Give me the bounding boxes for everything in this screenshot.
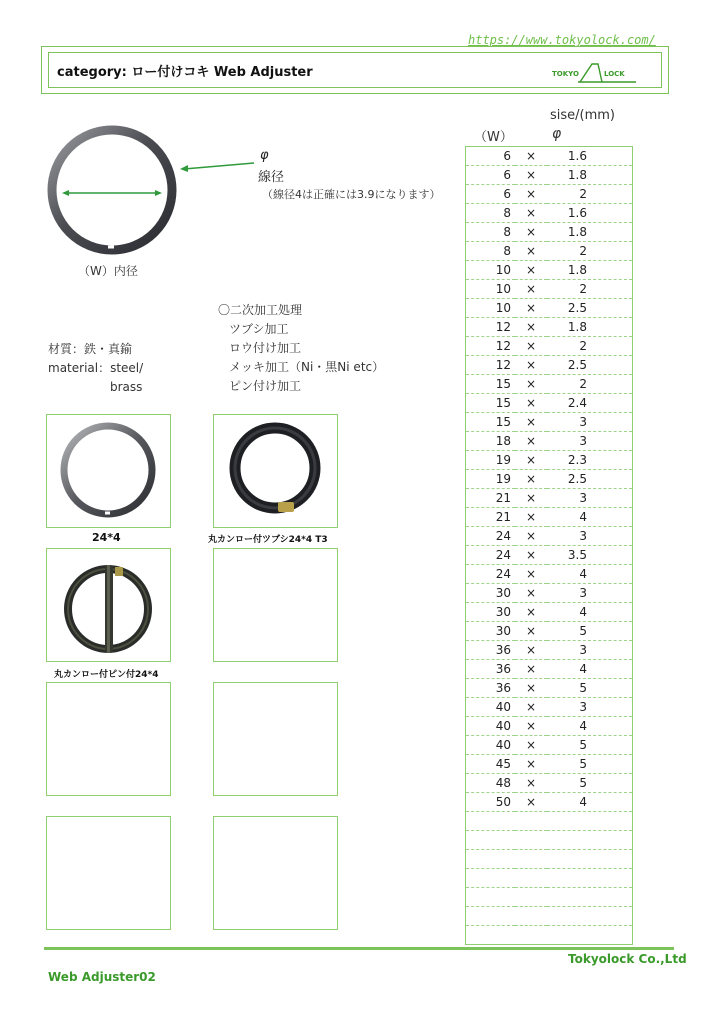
column-header-diameter: φ: [552, 126, 562, 142]
processing-item: ロウ付け加工: [229, 341, 302, 355]
material-en: material：steel/: [48, 361, 144, 375]
ring-product-image: [47, 415, 169, 525]
size-width-cell: 8: [466, 223, 516, 242]
product-box-empty: [46, 682, 171, 796]
size-width-cell: 15: [466, 375, 516, 394]
size-times-cell: ×: [515, 508, 547, 527]
size-times-cell: ×: [515, 223, 547, 242]
material-jp: 材質：鉄・真鍮: [48, 342, 133, 356]
size-diameter-cell: 3: [547, 432, 633, 451]
size-row: [466, 432, 633, 451]
size-diameter-cell: 4: [547, 793, 633, 812]
material-en-cont: brass: [110, 380, 143, 394]
size-row: [466, 603, 633, 622]
size-row: [466, 280, 633, 299]
processing-item: メッキ加工（Ni・黒Ni etc）: [229, 360, 385, 374]
empty-cell: [515, 888, 547, 907]
product-caption: 丸カンロー付ツブシ24*4 T3: [208, 535, 328, 545]
size-row: [466, 774, 633, 793]
size-row: [466, 679, 633, 698]
size-row: [466, 318, 633, 337]
size-times-cell: ×: [515, 356, 547, 375]
size-width-cell: 12: [466, 318, 516, 337]
empty-cell: [547, 888, 633, 907]
size-diameter-cell: 2.5: [547, 356, 633, 375]
size-diameter-cell: 3: [547, 698, 633, 717]
product-caption: 丸カンロー付ピン付24*4: [54, 670, 159, 680]
ring-diagram: [44, 123, 184, 258]
size-row: [466, 736, 633, 755]
size-width-cell: 19: [466, 470, 516, 489]
diameter-symbol: φ: [260, 148, 269, 163]
processing-item: ツブシ加工: [229, 322, 289, 336]
wire-diameter-note: （線径4は正確には3.9になります）: [262, 188, 441, 201]
size-diameter-cell: 5: [547, 622, 633, 641]
size-diameter-cell: 2: [547, 337, 633, 356]
tokyolock-logo: [552, 62, 636, 84]
size-times-cell: ×: [515, 337, 547, 356]
size-diameter-cell: 1.8: [547, 318, 633, 337]
size-times-cell: ×: [515, 660, 547, 679]
size-width-cell: 40: [466, 717, 516, 736]
empty-cell: [547, 926, 633, 945]
size-times-cell: ×: [515, 736, 547, 755]
wire-arrow-icon: [178, 155, 258, 175]
empty-cell: [466, 907, 516, 926]
size-width-cell: 36: [466, 641, 516, 660]
size-row: [466, 356, 633, 375]
size-row: [466, 451, 633, 470]
size-row: [466, 261, 633, 280]
size-width-cell: 15: [466, 394, 516, 413]
size-row-empty: [466, 869, 633, 888]
size-row: [466, 755, 633, 774]
size-row: [466, 204, 633, 223]
size-row: [466, 717, 633, 736]
size-row: [466, 698, 633, 717]
empty-cell: [515, 831, 547, 850]
empty-cell: [466, 888, 516, 907]
size-width-cell: 30: [466, 584, 516, 603]
size-diameter-cell: 4: [547, 565, 633, 584]
size-width-cell: 48: [466, 774, 516, 793]
size-diameter-cell: 2: [547, 280, 633, 299]
size-width-cell: 19: [466, 451, 516, 470]
size-diameter-cell: 3: [547, 641, 633, 660]
product-box-empty: [213, 682, 338, 796]
size-diameter-cell: 3: [547, 527, 633, 546]
size-times-cell: ×: [515, 698, 547, 717]
size-times-cell: ×: [515, 242, 547, 261]
size-diameter-cell: 2.4: [547, 394, 633, 413]
size-width-cell: 12: [466, 356, 516, 375]
empty-cell: [466, 926, 516, 945]
size-row-empty: [466, 850, 633, 869]
size-row: [466, 242, 633, 261]
size-row: [466, 793, 633, 812]
size-row-empty: [466, 888, 633, 907]
size-width-cell: 6: [466, 166, 516, 185]
size-diameter-cell: 1.8: [547, 166, 633, 185]
size-row-empty: [466, 812, 633, 831]
size-row: [466, 394, 633, 413]
size-times-cell: ×: [515, 299, 547, 318]
empty-cell: [466, 869, 516, 888]
pin-ring-product-image: [47, 549, 169, 659]
size-times-cell: ×: [515, 318, 547, 337]
size-times-cell: ×: [515, 641, 547, 660]
size-times-cell: ×: [515, 185, 547, 204]
empty-cell: [515, 812, 547, 831]
size-row: [466, 299, 633, 318]
size-row-empty: [466, 831, 633, 850]
empty-cell: [515, 907, 547, 926]
inner-diameter-label: （W）内径: [78, 264, 138, 278]
size-times-cell: ×: [515, 793, 547, 812]
empty-cell: [547, 850, 633, 869]
size-times-cell: ×: [515, 413, 547, 432]
size-times-cell: ×: [515, 166, 547, 185]
size-diameter-cell: 5: [547, 755, 633, 774]
size-unit-title: sise/(mm): [550, 108, 616, 123]
empty-cell: [466, 850, 516, 869]
size-times-cell: ×: [515, 565, 547, 584]
size-diameter-cell: 5: [547, 774, 633, 793]
size-width-cell: 21: [466, 489, 516, 508]
size-times-cell: ×: [515, 755, 547, 774]
product-box-empty: [46, 816, 171, 930]
size-times-cell: ×: [515, 280, 547, 299]
size-row: [466, 622, 633, 641]
size-row: [466, 527, 633, 546]
size-times-cell: ×: [515, 546, 547, 565]
product-box-empty: [213, 548, 338, 662]
size-diameter-cell: 3: [547, 489, 633, 508]
size-diameter-cell: 2: [547, 242, 633, 261]
size-width-cell: 10: [466, 261, 516, 280]
size-diameter-cell: 1.8: [547, 223, 633, 242]
empty-cell: [515, 926, 547, 945]
size-width-cell: 24: [466, 546, 516, 565]
empty-cell: [547, 812, 633, 831]
empty-cell: [466, 831, 516, 850]
size-row: [466, 470, 633, 489]
size-times-cell: ×: [515, 261, 547, 280]
size-diameter-cell: 1.8: [547, 261, 633, 280]
size-width-cell: 40: [466, 736, 516, 755]
size-times-cell: ×: [515, 470, 547, 489]
size-row: [466, 584, 633, 603]
size-times-cell: ×: [515, 584, 547, 603]
size-width-cell: 12: [466, 337, 516, 356]
processing-title: 〇二次加工処理: [218, 303, 303, 317]
size-diameter-cell: 4: [547, 660, 633, 679]
size-width-cell: 10: [466, 280, 516, 299]
empty-cell: [547, 869, 633, 888]
size-row: [466, 166, 633, 185]
size-diameter-cell: 1.6: [547, 204, 633, 223]
size-times-cell: ×: [515, 432, 547, 451]
size-width-cell: 8: [466, 242, 516, 261]
size-times-cell: ×: [515, 527, 547, 546]
product-box-3: [46, 548, 171, 662]
size-times-cell: ×: [515, 147, 547, 166]
size-diameter-cell: 4: [547, 508, 633, 527]
size-times-cell: ×: [515, 489, 547, 508]
size-row-empty: [466, 926, 633, 945]
size-width-cell: 30: [466, 603, 516, 622]
size-row: [466, 413, 633, 432]
size-times-cell: ×: [515, 204, 547, 223]
document-code: Web Adjuster02: [48, 970, 156, 984]
size-diameter-cell: 5: [547, 679, 633, 698]
processing-item: ピン付け加工: [229, 379, 302, 393]
website-url[interactable]: https://www.tokyolock.com/: [468, 33, 656, 47]
empty-cell: [515, 869, 547, 888]
size-times-cell: ×: [515, 603, 547, 622]
size-width-cell: 36: [466, 660, 516, 679]
processing-list: [229, 320, 384, 396]
empty-cell: [466, 812, 516, 831]
size-width-cell: 50: [466, 793, 516, 812]
size-diameter-cell: 2.3: [547, 451, 633, 470]
size-width-cell: 30: [466, 622, 516, 641]
empty-cell: [515, 850, 547, 869]
size-row: [466, 147, 633, 166]
empty-cell: [547, 831, 633, 850]
size-times-cell: ×: [515, 451, 547, 470]
size-table: [465, 146, 633, 945]
size-diameter-cell: 3.5: [547, 546, 633, 565]
product-box-2: [213, 414, 338, 528]
size-times-cell: ×: [515, 717, 547, 736]
empty-cell: [547, 907, 633, 926]
size-width-cell: 15: [466, 413, 516, 432]
size-width-cell: 21: [466, 508, 516, 527]
size-times-cell: ×: [515, 622, 547, 641]
size-row: [466, 223, 633, 242]
size-diameter-cell: 4: [547, 603, 633, 622]
size-diameter-cell: 4: [547, 717, 633, 736]
product-box-1: [46, 414, 171, 528]
size-width-cell: 24: [466, 565, 516, 584]
size-row: [466, 185, 633, 204]
material-info: [48, 340, 143, 397]
size-width-cell: 6: [466, 147, 516, 166]
size-row-empty: [466, 907, 633, 926]
footer-divider: [44, 947, 674, 950]
size-times-cell: ×: [515, 679, 547, 698]
size-row: [466, 565, 633, 584]
size-times-cell: ×: [515, 774, 547, 793]
size-row: [466, 375, 633, 394]
size-row: [466, 546, 633, 565]
size-width-cell: 36: [466, 679, 516, 698]
size-row: [466, 660, 633, 679]
size-width-cell: 6: [466, 185, 516, 204]
size-diameter-cell: 5: [547, 736, 633, 755]
product-box-empty: [213, 816, 338, 930]
flattened-ring-product-image: [214, 415, 336, 525]
wire-diameter-label: 線径: [258, 170, 285, 185]
size-width-cell: 18: [466, 432, 516, 451]
size-diameter-cell: 2: [547, 185, 633, 204]
size-width-cell: 45: [466, 755, 516, 774]
size-diameter-cell: 2.5: [547, 470, 633, 489]
logo-text-tokyo: TOKYO: [552, 70, 579, 78]
size-times-cell: ×: [515, 375, 547, 394]
size-diameter-cell: 3: [547, 584, 633, 603]
size-row: [466, 508, 633, 527]
product-caption: 24*4: [92, 531, 121, 544]
company-name: Tokyolock Co.,Ltd: [568, 952, 687, 966]
size-diameter-cell: 2.5: [547, 299, 633, 318]
size-row: [466, 489, 633, 508]
size-row: [466, 641, 633, 660]
category-title: category: ロー付けコキ Web Adjuster: [57, 65, 313, 80]
size-times-cell: ×: [515, 394, 547, 413]
size-diameter-cell: 3: [547, 413, 633, 432]
column-header-width: （W）: [474, 130, 513, 145]
logo-text-lock: LOCK: [604, 70, 625, 78]
size-row: [466, 337, 633, 356]
size-diameter-cell: 1.6: [547, 147, 633, 166]
size-width-cell: 40: [466, 698, 516, 717]
size-width-cell: 10: [466, 299, 516, 318]
size-width-cell: 24: [466, 527, 516, 546]
size-diameter-cell: 2: [547, 375, 633, 394]
size-width-cell: 8: [466, 204, 516, 223]
